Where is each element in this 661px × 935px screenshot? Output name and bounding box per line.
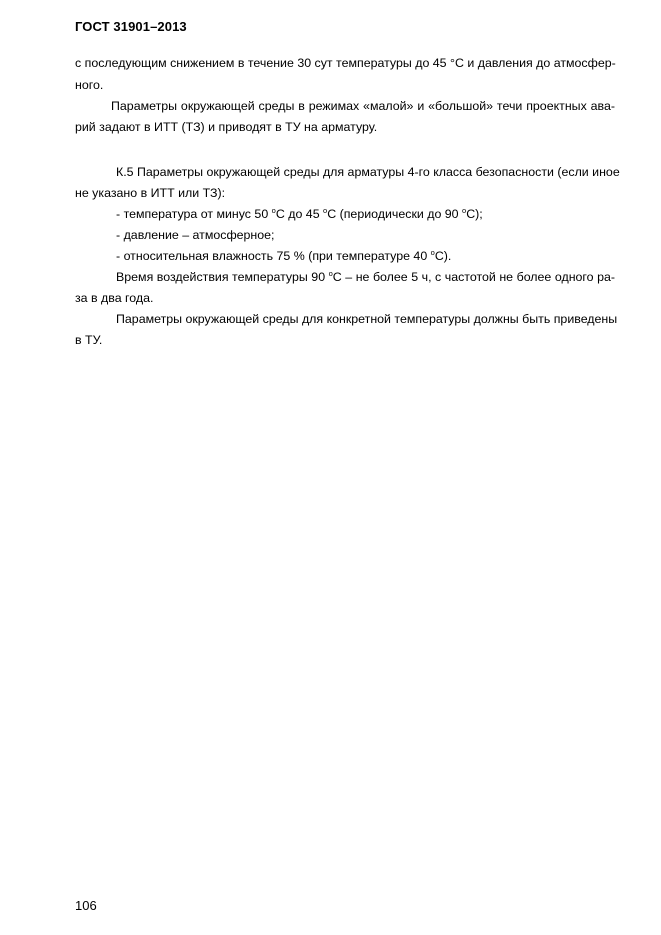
paragraph-line <box>116 271 615 283</box>
paragraph-line: за в два года. <box>75 291 154 305</box>
paragraph-line: в ТУ. <box>75 333 103 347</box>
paragraph-line: Параметры окружающей среды в режимах «малой» и «большой» течи проектных ава- <box>111 99 615 113</box>
list-item-text: С). <box>434 249 452 263</box>
page-number: 106 <box>75 898 97 913</box>
list-item-text: С (периодически до 90 <box>327 207 463 221</box>
list-item-text: - температура от минус 50 <box>116 207 272 221</box>
degree-sign: о <box>271 206 276 215</box>
section-heading-line: К.5 Параметры окружающей среды для арматуры 4-го класса безопасности (если иное <box>116 165 620 179</box>
degree-sign: о <box>430 248 435 257</box>
list-item: - давление – атмосферное; <box>116 228 275 242</box>
degree-sign: о <box>462 206 467 215</box>
paragraph-line: Параметры окружающей среды для конкретной температуры должны быть приведены <box>116 312 618 326</box>
paragraph-line: не указано в ИТТ или ТЗ): <box>75 186 226 200</box>
degree-sign: о <box>328 269 333 278</box>
list-item-text: С); <box>466 207 483 221</box>
list-item <box>116 208 483 220</box>
list-item-text: - относительная влажность 75 % (при температуре 40 <box>116 249 431 263</box>
paragraph-line: ного. <box>75 78 104 92</box>
paragraph-line: рий задают в ИТТ (ТЗ) и приводят в ТУ на арматуру. <box>75 120 378 134</box>
degree-sign: о <box>323 206 328 215</box>
list-item <box>116 250 451 262</box>
paragraph-text: С – не более 5 ч, с частотой не более одного ра- <box>332 270 616 284</box>
paragraph-line: с последующим снижением в течение 30 сут температуры до 45 °С и давления до атмосфер- <box>75 56 616 70</box>
paragraph-text: Время воздействия температуры 90 <box>116 270 329 284</box>
document-header: ГОСТ 31901–2013 <box>75 19 187 34</box>
list-item-text: С до 45 <box>275 207 324 221</box>
